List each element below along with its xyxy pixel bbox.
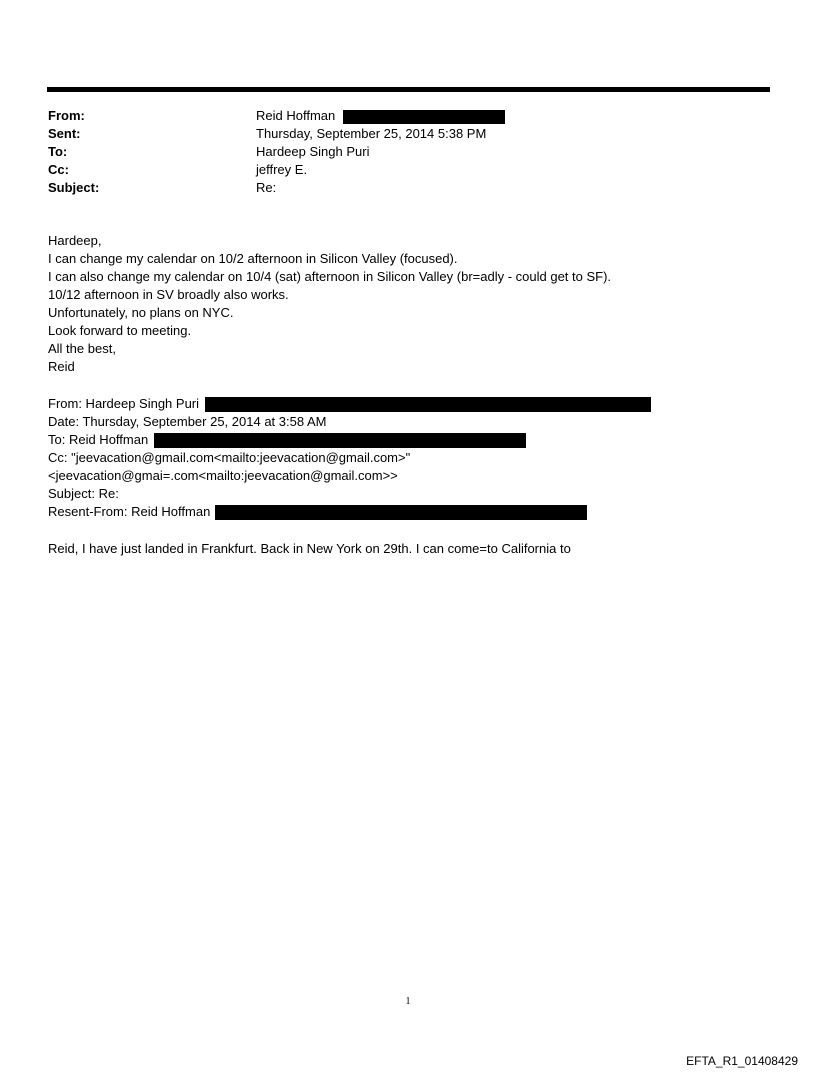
top-rule xyxy=(47,87,770,92)
sent-label: Sent: xyxy=(48,126,81,141)
from-value xyxy=(256,108,505,124)
body-line: Look forward to meeting. xyxy=(48,323,192,338)
body-line: Unfortunately, no plans on NYC. xyxy=(48,305,234,320)
sent-value: Thursday, September 25, 2014 5:38 PM xyxy=(256,126,487,141)
quoted-date: Date: Thursday, September 25, 2014 at 3:58 AM xyxy=(48,414,327,429)
cc-value: jeffrey E. xyxy=(256,162,308,177)
quoted-from xyxy=(48,396,651,412)
quoted-subject: Subject: Re: xyxy=(48,486,119,501)
body-line: Hardeep, xyxy=(48,233,102,248)
quoted-to xyxy=(48,432,526,448)
body-line: I can also change my calendar on 10/4 (sat) afternoon in Silicon Valley (br=adly - could get to SF). xyxy=(48,269,612,284)
from-name: Reid Hoffman xyxy=(256,108,336,123)
bates-number: EFTA_R1_01408429 xyxy=(686,1054,798,1068)
quoted-resent-from xyxy=(48,504,587,520)
quoted-from-text: From: Hardeep Singh Puri xyxy=(48,396,200,411)
body-line: Reid xyxy=(48,359,75,374)
quoted-cc: Cc: "jeevacation@gmail.com<mailto:jeevacation@gmail.com>" xyxy=(48,450,411,465)
subject-value: Re: xyxy=(256,180,277,195)
redaction-bar xyxy=(215,505,587,520)
to-label: To: xyxy=(48,144,68,159)
subject-label: Subject: xyxy=(48,180,100,195)
from-label: From: xyxy=(48,108,85,123)
redaction-bar xyxy=(205,397,651,412)
quoted-cc: <jeevacation@gmai=.com<mailto:jeevacation@gmail.com>> xyxy=(48,468,398,483)
page-number: 1 xyxy=(405,996,411,1007)
quoted-resent-text: Resent-From: Reid Hoffman xyxy=(48,504,211,519)
redaction-bar xyxy=(154,433,526,448)
body-line: 10/12 afternoon in SV broadly also works. xyxy=(48,287,289,302)
to-value: Hardeep Singh Puri xyxy=(256,144,370,159)
redaction-bar xyxy=(343,110,505,124)
cc-label: Cc: xyxy=(48,162,69,177)
body-line: All the best, xyxy=(48,341,116,356)
quoted-body: Reid, I have just landed in Frankfurt. Back in New York on 29th. I can come=to California to xyxy=(48,541,571,556)
quoted-to-text: To: Reid Hoffman xyxy=(48,432,149,447)
body-line: I can change my calendar on 10/2 afternoon in Silicon Valley (focused). xyxy=(48,251,458,266)
